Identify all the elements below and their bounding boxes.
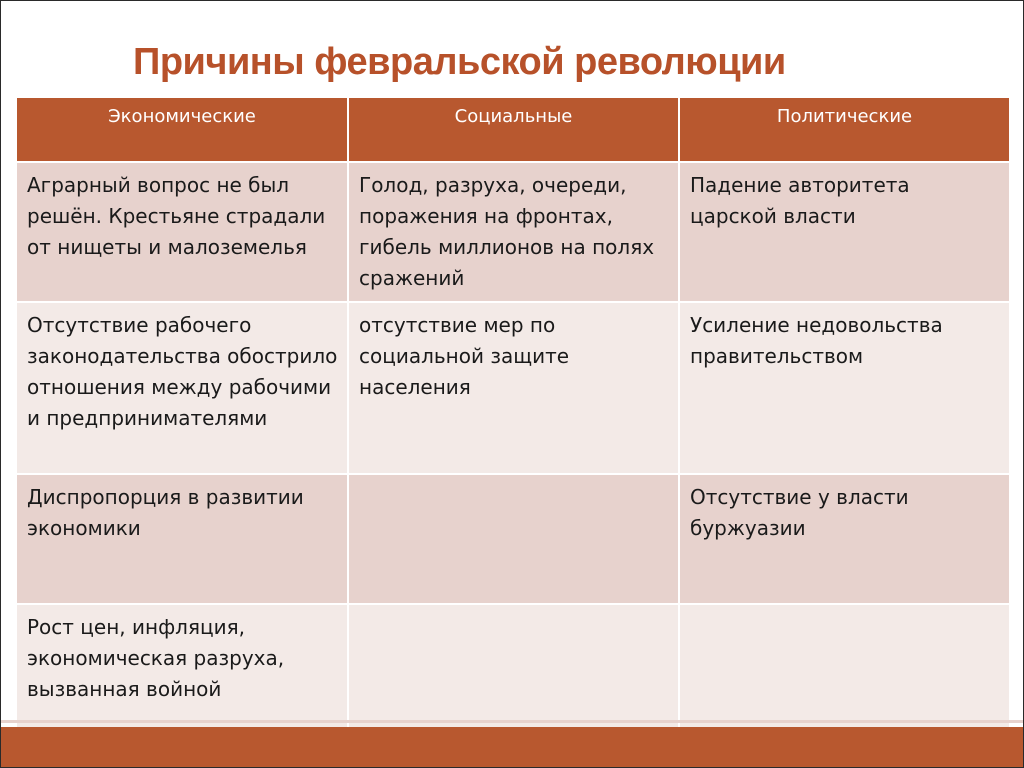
table-row	[17, 474, 1009, 604]
table-cell	[348, 474, 679, 604]
causes-table	[17, 98, 1009, 738]
slide-title: Причины февральской революции	[133, 41, 786, 83]
footer-bar	[1, 727, 1023, 767]
footer-divider	[1, 720, 1023, 723]
table-row	[17, 302, 1009, 474]
table-cell: Падение авторитета царской власти	[679, 162, 1009, 302]
header-social: Социальные	[348, 98, 679, 162]
table-cell: Диспропорция в развитии экономики	[17, 474, 348, 604]
table-cell: Отсутствие у власти буржуазии	[679, 474, 1009, 604]
table-cell	[348, 604, 679, 737]
table-cell	[679, 604, 1009, 737]
table-row	[17, 604, 1009, 737]
table-row	[17, 162, 1009, 302]
table-cell: отсутствие мер по социальной защите населения	[348, 302, 679, 474]
causes-table-container	[17, 98, 1009, 738]
header-economic: Экономические	[17, 98, 348, 162]
table-cell: Голод, разруха, очереди, поражения на фронтах, гибель миллионов на полях сражений	[348, 162, 679, 302]
table-cell: Аграрный вопрос не был решён. Крестьяне страдали от нищеты и малоземелья	[17, 162, 348, 302]
header-political: Политические	[679, 98, 1009, 162]
table-header-row	[17, 98, 1009, 162]
table-cell: Рост цен, инфляция, экономическая разруха, вызванная войной	[17, 604, 348, 737]
table-cell: Отсутствие рабочего законодательства обострило отношения между рабочими и предпринимателями	[17, 302, 348, 474]
table-cell: Усиление недовольства правительством	[679, 302, 1009, 474]
